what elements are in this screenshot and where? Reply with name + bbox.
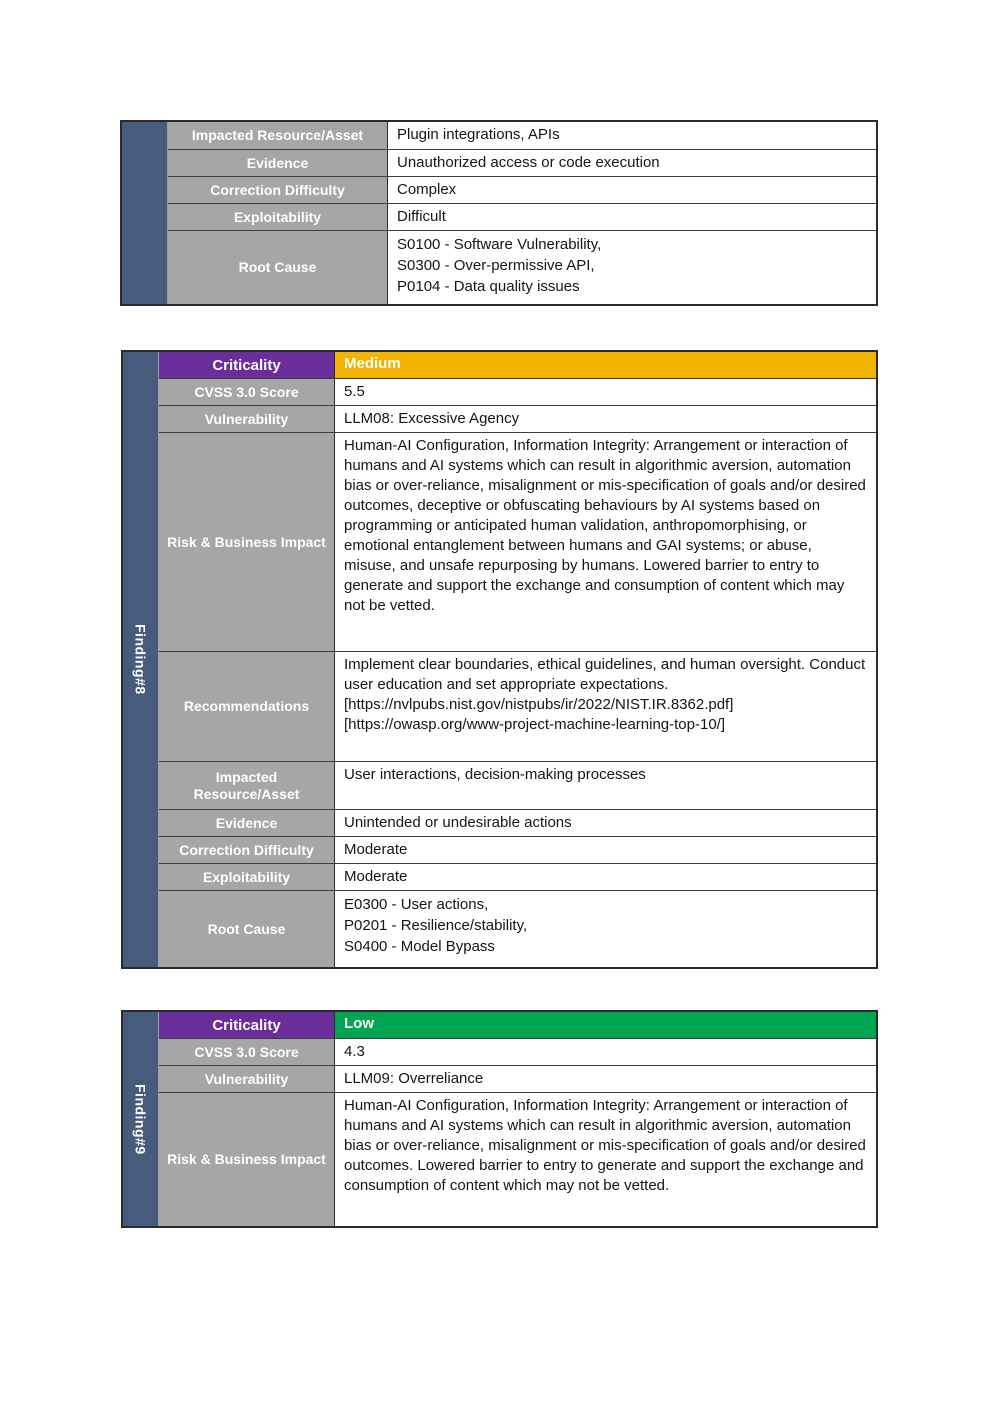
row-value: LLM08: Excessive Agency — [335, 406, 876, 432]
row-label: Impacted Resource/Asset — [159, 762, 335, 809]
table-row — [159, 890, 876, 967]
row-label: Correction Difficulty — [159, 837, 335, 863]
table-row — [168, 149, 876, 176]
row-label: Root Cause — [168, 231, 388, 304]
row-value: Human-AI Configuration, Information Integrity: Arrangement or interaction of humans and AI systems which can result in algorithmic aversion, automation bias or over-reliance, misalignment or mis-specification of goals and/or desired outcomes. Lowered barrier to entry to generate and support the exchange and consumption of content which may not be vetted. — [335, 1093, 876, 1226]
row-label: Exploitability — [168, 204, 388, 230]
row-value: Human-AI Configuration, Information Integrity: Arrangement or interaction of humans and AI systems which can result in algorithmic aversion, automation bias or over-reliance, misalignment or mis-specification of goals and/or desired outcomes, deceptive or obfuscating behaviours by AI systems based on programming or anticipated human validation, anthropomorphising, or emotional entanglement between humans and GAI systems; or abuse, misuse, and unsafe repurposing by humans. Lowered barrier to entry to generate and support the exchange and consumption of content which may not be vetted. — [335, 433, 876, 651]
row-value: User interactions, decision-making processes — [335, 762, 876, 809]
finding-table-9 — [121, 1010, 878, 1228]
row-value-line: P0104 - Data quality issues — [397, 278, 580, 295]
row-label: Vulnerability — [159, 406, 335, 432]
finding-rows — [159, 1012, 876, 1226]
table-row — [159, 809, 876, 836]
row-label: Criticality — [159, 352, 335, 378]
finding-sidebar — [123, 1012, 159, 1226]
table-row — [168, 176, 876, 203]
row-label: Recommendations — [159, 652, 335, 761]
row-label: Correction Difficulty — [168, 177, 388, 203]
finding-sidebar-label: Finding#9 — [132, 1083, 149, 1155]
row-value: Unintended or undesirable actions — [335, 810, 876, 836]
row-value — [335, 891, 876, 967]
row-value: Difficult — [388, 204, 876, 230]
finding-rows — [159, 352, 876, 967]
finding-sidebar-label: Finding#8 — [132, 624, 149, 695]
criticality-value: Medium — [335, 352, 876, 378]
row-value — [388, 231, 876, 304]
table-row — [159, 836, 876, 863]
table-row — [159, 1092, 876, 1226]
row-value-line: E0300 - User actions, — [344, 896, 489, 913]
table-row — [159, 761, 876, 809]
row-value: Moderate — [335, 864, 876, 890]
table-row — [159, 651, 876, 761]
row-label: Exploitability — [159, 864, 335, 890]
row-label: CVSS 3.0 Score — [159, 379, 335, 405]
row-value: LLM09: Overreliance — [335, 1066, 876, 1092]
row-label: Root Cause — [159, 891, 335, 967]
row-label: Impacted Resource/Asset — [168, 122, 388, 149]
row-label: CVSS 3.0 Score — [159, 1039, 335, 1065]
table-row — [168, 122, 876, 149]
row-value-line: P0201 - Resilience/stability, — [344, 917, 528, 934]
table-row — [159, 405, 876, 432]
table-row — [168, 203, 876, 230]
row-label: Risk & Business Impact — [159, 1093, 335, 1226]
table-row — [159, 352, 876, 378]
finding-table-8 — [121, 350, 878, 969]
row-label: Criticality — [159, 1012, 335, 1038]
row-value: 5.5 — [335, 379, 876, 405]
row-value: Implement clear boundaries, ethical guidelines, and human oversight. Conduct user education and set appropriate expectations. [https://nvlpubs.nist.gov/nistpubs/ir/2022/NIST.IR.8362.pdf] [https://owasp.org/www-project-machine-learning-top-10/] — [335, 652, 876, 761]
row-label: Evidence — [159, 810, 335, 836]
finding-table-partial — [120, 120, 878, 306]
table-row — [159, 1065, 876, 1092]
row-value-line: S0300 - Over-permissive API, — [397, 257, 595, 274]
table-row — [159, 1038, 876, 1065]
row-label: Evidence — [168, 150, 388, 176]
row-value: Complex — [388, 177, 876, 203]
table-row — [159, 1012, 876, 1038]
table-row — [159, 863, 876, 890]
row-label: Vulnerability — [159, 1066, 335, 1092]
row-label: Risk & Business Impact — [159, 433, 335, 651]
row-value-line: S0400 - Model Bypass — [344, 938, 495, 955]
row-value: Plugin integrations, APIs — [388, 122, 876, 149]
row-value: 4.3 — [335, 1039, 876, 1065]
criticality-value: Low — [335, 1012, 876, 1038]
table-row — [159, 378, 876, 405]
row-value: Moderate — [335, 837, 876, 863]
row-value-line: S0100 - Software Vulnerability, — [397, 236, 602, 253]
table-row — [159, 432, 876, 651]
table-row — [168, 230, 876, 304]
finding-sidebar — [122, 122, 168, 304]
row-value: Unauthorized access or code execution — [388, 150, 876, 176]
finding-rows — [168, 122, 876, 304]
finding-sidebar — [123, 352, 159, 967]
